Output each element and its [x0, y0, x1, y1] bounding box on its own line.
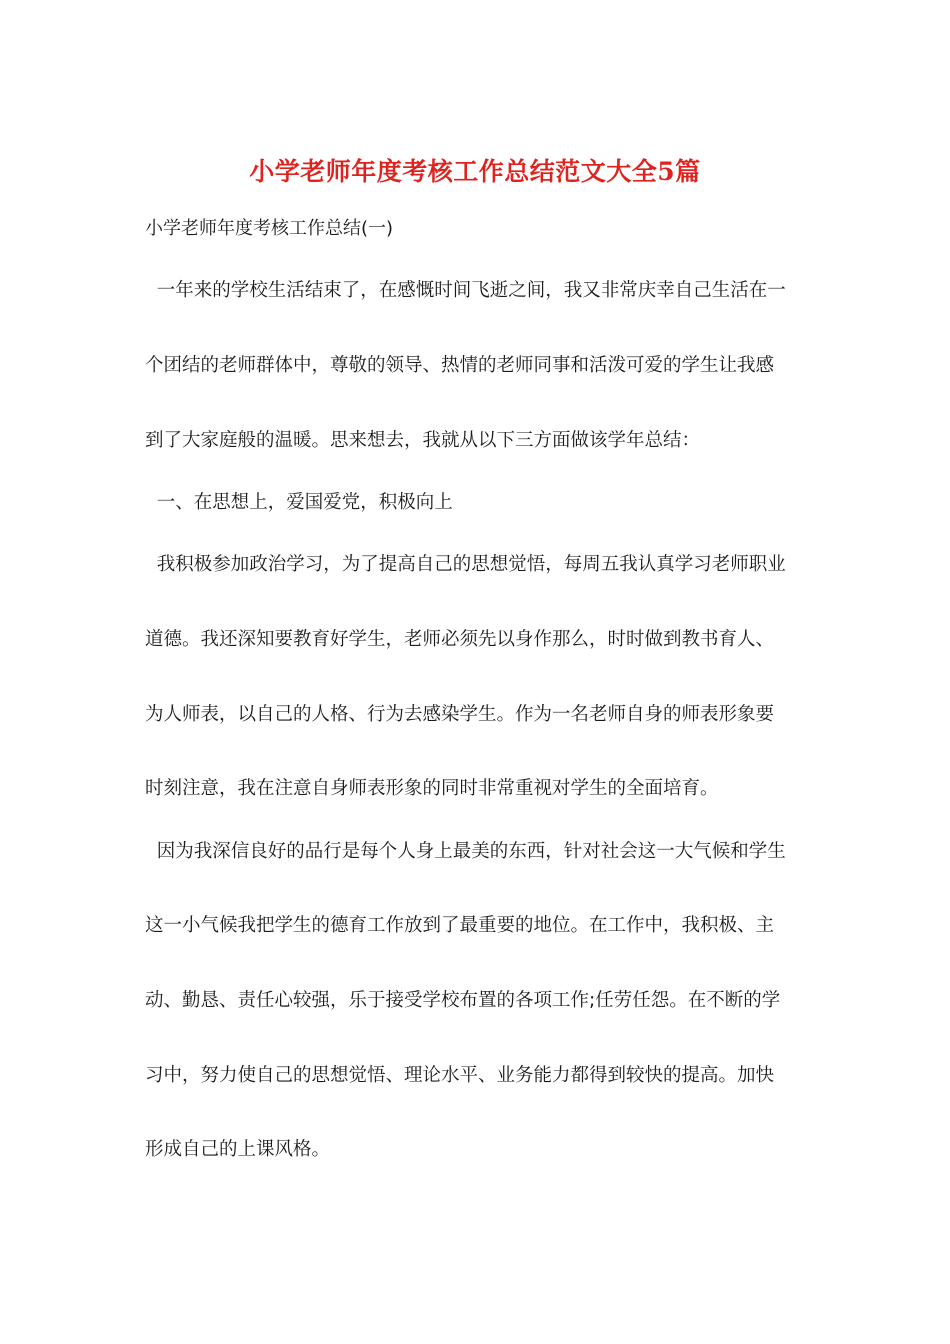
paragraph-line: 这一小气候我把学生的德育工作放到了最重要的地位。在工作中，我积极、主 — [145, 915, 775, 936]
section-heading: 小学老师年度考核工作总结(一) — [145, 218, 394, 239]
paragraph-line: 形成自己的上课风格。 — [145, 1139, 331, 1160]
document-title: 小学老师年度考核工作总结范文大全5篇 — [249, 157, 701, 186]
paragraph-line: 个团结的老师群体中，尊敬的领导、热情的老师同事和活泼可爱的学生让我感 — [145, 355, 775, 376]
paragraph-line: 我积极参加政治学习，为了提高自己的思想觉悟，每周五我认真学习老师职业 — [145, 554, 786, 575]
section-subheading: 一、在思想上，爱国爱党，积极向上 — [145, 492, 453, 513]
paragraph-line: 一年来的学校生活结束了，在感慨时间飞逝之间，我又非常庆幸自己生活在一 — [145, 280, 786, 301]
paragraph-line: 习中，努力使自己的思想觉悟、理论水平、业务能力都得到较快的提高。加快 — [145, 1065, 775, 1086]
paragraph-line: 到了大家庭般的温暖。思来想去，我就从以下三方面做该学年总结： — [145, 430, 701, 451]
paragraph-line: 因为我深信良好的品行是每个人身上最美的东西，针对社会这一大气候和学生 — [145, 841, 786, 862]
paragraph-line: 时刻注意，我在注意自身师表形象的同时非常重视对学生的全面培育。 — [145, 778, 719, 799]
paragraph-line: 动、勤恳、责任心较强，乐于接受学校布置的各项工作;任劳任怨。在不断的学 — [145, 990, 781, 1011]
paragraph-line: 道德。我还深知要教育好学生，老师必须先以身作那么，时时做到教书育人、 — [145, 629, 775, 650]
paragraph-line: 为人师表，以自己的人格、行为去感染学生。作为一名老师自身的师表形象要 — [145, 704, 775, 725]
